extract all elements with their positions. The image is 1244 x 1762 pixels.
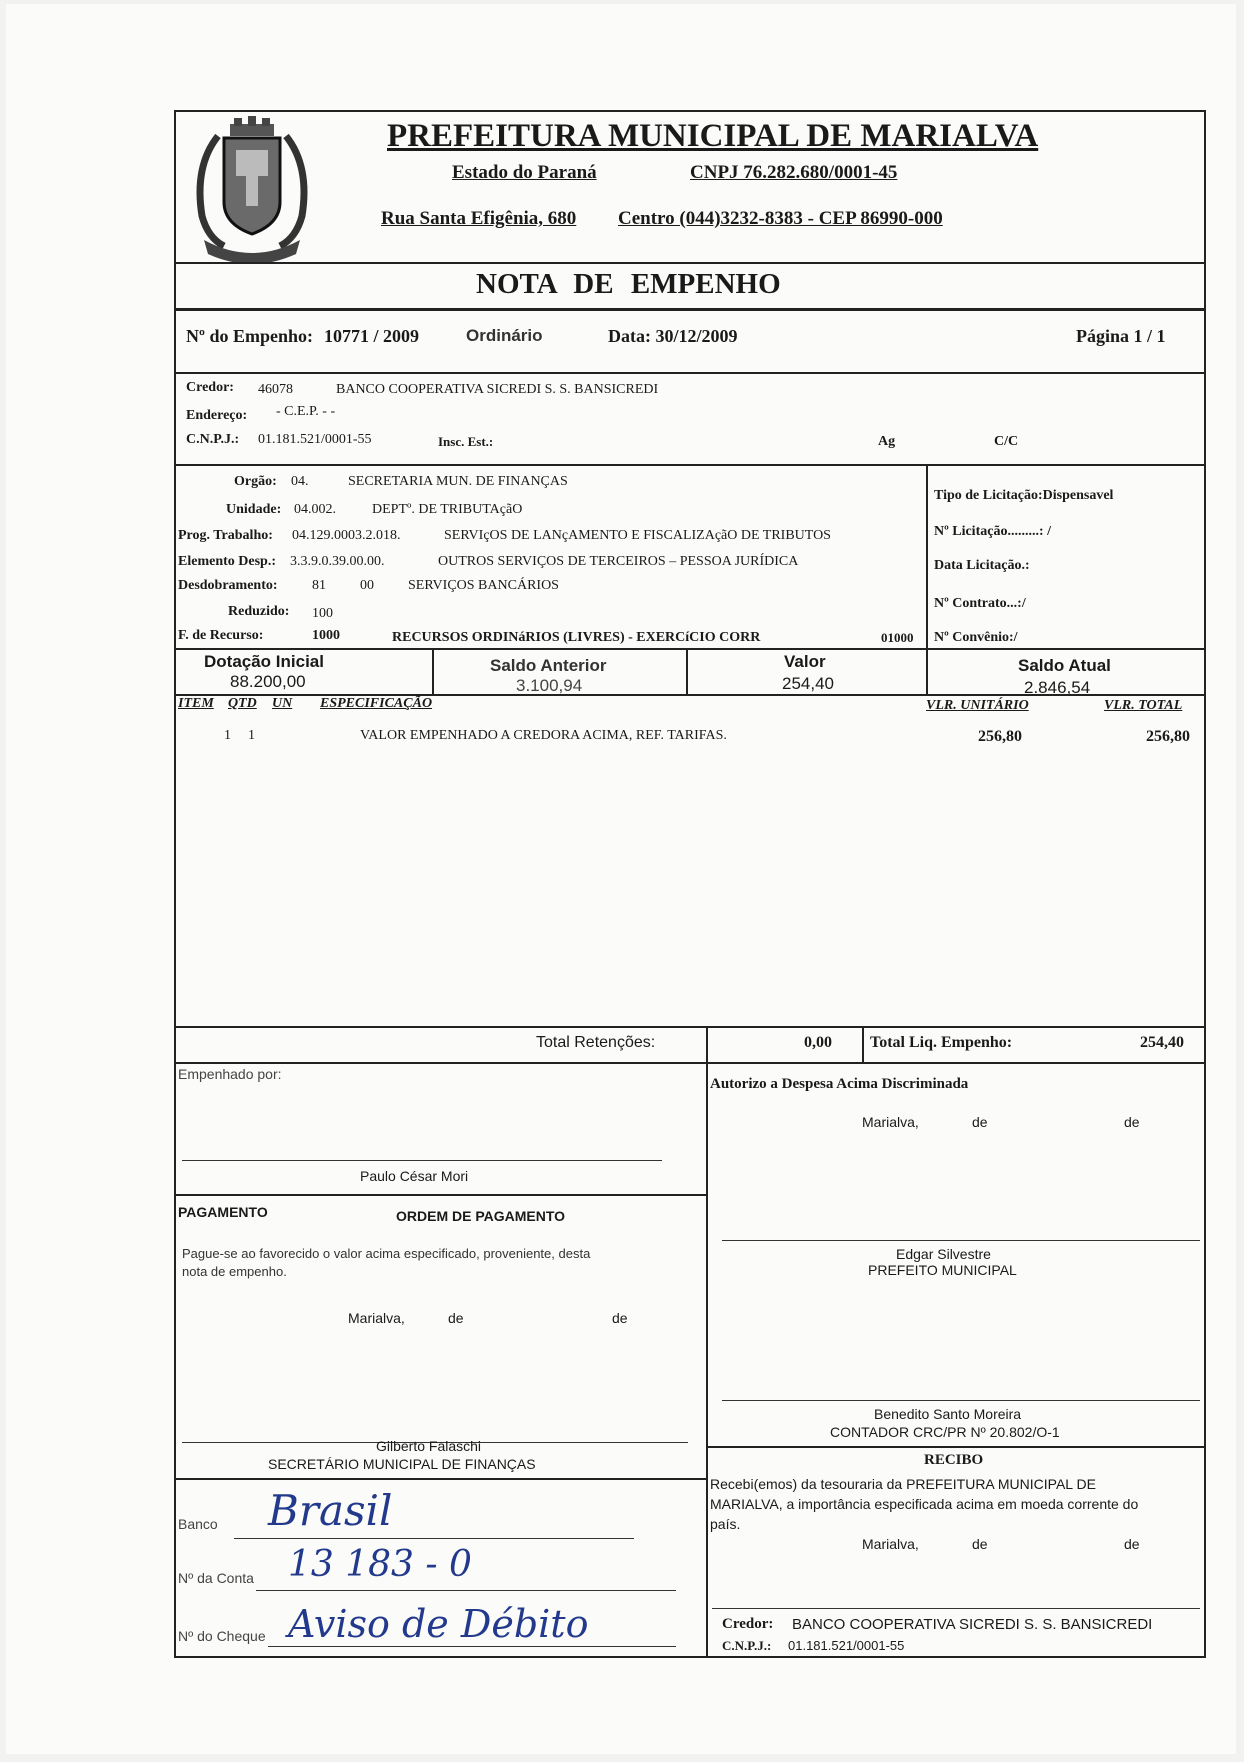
unidade-code: 04.002. [294,502,336,517]
prog-trabalho-name: SERVIçOS DE LANçAMENTO E FISCALIZAçãO DE TRIBUTOS [444,528,831,543]
recibo-cnpj-label: C.N.P.J.: [722,1638,772,1653]
recibo-credor-label: Credor: [722,1616,774,1632]
prefeito-role: PREFEITO MUNICIPAL [868,1262,1017,1278]
agencia-label: Ag [878,434,896,449]
col-especificacao-header: ESPECIFICAÇÃO [320,696,433,711]
numero-convenio: Nº Convênio:/ [934,630,1018,645]
de-label: de [448,1310,464,1326]
desdobramento-label: Desdobramento: [178,578,278,593]
row-qtd: 1 [248,728,255,743]
col-vlr-total-header: VLR. TOTAL [1104,698,1183,713]
empenho-number: 10771 / 2009 [324,326,420,346]
col-item-header: ITEM [178,696,214,711]
tipo-licitacao: Tipo de Licitação:Dispensavel [934,488,1114,503]
empenhado-por-label: Empenhado por: [178,1066,282,1082]
unidade-label: Unidade: [226,502,282,517]
valor-label: Valor [784,652,826,671]
endereco-value: - C.E.P. - - [276,404,336,419]
row-vlr-total: 256,80 [1146,728,1190,745]
row-especificacao: VALOR EMPENHADO A CREDORA ACIMA, REF. TARIFAS. [360,728,727,743]
elemento-code: 3.3.9.0.39.00.00. [290,554,385,569]
de-label: de [1124,1114,1140,1130]
marialva-label: Marialva, [862,1536,919,1552]
orgao-label: Orgão: [234,474,277,489]
endereco-label: Endereço: [186,408,248,423]
conta-corrente-label: C/C [994,434,1019,449]
fonte-recurso-code: 1000 [312,628,340,643]
saldo-anterior-label: Saldo Anterior [490,656,607,675]
credor-name: BANCO COOPERATIVA SICREDI S. S. BANSICREDI [336,382,659,397]
secretario-signer: Gilberto Falaschi [376,1438,482,1454]
recibo-text: Recebi(emos) da tesouraria da PREFEITURA MUNICIPAL DE [710,1476,1096,1492]
page-number: Página 1 / 1 [1076,326,1166,346]
recibo-text-3: país. [710,1516,741,1532]
municipal-crest-icon [184,116,320,266]
desdobramento-sub: 00 [360,578,374,593]
contador-role: CONTADOR CRC/PR Nº 20.802/O-1 [830,1424,1060,1440]
credor-cnpj: 01.181.521/0001-55 [258,432,372,447]
total-retencoes-value: 0,00 [804,1034,832,1051]
numero-contrato: Nº Contrato...:/ [934,596,1026,611]
de-label: de [972,1114,988,1130]
recibo-title: RECIBO [924,1452,984,1468]
reduzido-label: Reduzido: [228,604,290,619]
cnpj-label: CNPJ 76.282.680/0001-45 [690,162,898,183]
secretario-role: SECRETÁRIO MUNICIPAL DE FINANÇAS [268,1456,536,1472]
fonte-recurso-name: RECURSOS ORDINáRIOS (LIVRES) - EXERCíCIO CORR [392,630,761,645]
marialva-label: Marialva, [862,1114,919,1130]
document-title: NOTA DE EMPENHO [476,268,781,300]
elemento-name: OUTROS SERVIÇOS DE TERCEIROS – PESSOA JURÍDICA [438,554,799,569]
autorizo-label: Autorizo a Despesa Acima Discriminada [710,1076,969,1092]
de-label: de [612,1310,628,1326]
contador-signer: Benedito Santo Moreira [874,1406,1022,1422]
credor-code: 46078 [258,382,293,397]
fonte-recurso-label: F. de Recurso: [178,628,264,643]
col-vlr-unitario-header: VLR. UNITÁRIO [926,698,1029,713]
pagamento-label: PAGAMENTO [178,1204,268,1220]
row-vlr-unitario: 256,80 [978,728,1022,745]
conta-handwritten: 13 183 - 0 [288,1544,472,1585]
address-label: Rua Santa Efigênia, 680 [381,208,577,229]
empenho-type: Ordinário [466,326,543,345]
pague-se-text: Pague-se ao favorecido o valor acima especificado, proveniente, desta [182,1246,591,1261]
conta-label: Nº da Conta [178,1570,254,1586]
elemento-label: Elemento Desp.: [178,554,276,569]
dotacao-inicial-label: Dotação Inicial [204,652,324,671]
empenho-number-label: Nº do Empenho: [186,326,313,346]
credor-cnpj-label: C.N.P.J.: [186,432,240,447]
nota-empenho-form [174,110,1206,1658]
orgao-name: SECRETARIA MUN. DE FINANÇAS [348,474,568,489]
de-label: de [972,1536,988,1552]
banco-label: Banco [178,1516,218,1532]
desdobramento-code: 81 [312,578,326,593]
prog-trabalho-label: Prog. Trabalho: [178,528,273,543]
empenho-date: Data: 30/12/2009 [608,326,738,346]
marialva-label: Marialva, [348,1310,405,1326]
saldo-atual-label: Saldo Atual [1018,656,1111,675]
unidade-name: DEPTº. DE TRIBUTAçãO [372,502,523,517]
total-liquido-value: 254,40 [1140,1034,1184,1051]
contact-label: Centro (044)3232-8383 - CEP 86990-000 [618,208,943,229]
desdobramento-name: SERVIÇOS BANCÁRIOS [408,578,559,593]
col-un-header: UN [272,696,293,711]
numero-licitacao: Nº Licitação.........: / [934,524,1051,539]
col-qtd-header: QTD [228,696,257,711]
total-retencoes-label: Total Retenções: [536,1034,656,1051]
state-label: Estado do Paraná [452,162,597,183]
pague-se-text-2: nota de empenho. [182,1264,287,1279]
insc-est-label: Insc. Est.: [438,434,494,449]
recibo-credor-name: BANCO COOPERATIVA SICREDI S. S. BANSICREDI [792,1616,1153,1633]
banco-handwritten: Brasil [268,1486,393,1535]
prefeito-signer: Edgar Silvestre [896,1246,991,1262]
prog-trabalho-code: 04.129.0003.2.018. [292,528,401,543]
cheque-handwritten: Aviso de Débito [288,1602,589,1646]
saldo-anterior-value: 3.100,94 [516,676,583,695]
de-label: de [1124,1536,1140,1552]
recibo-cnpj: 01.181.521/0001-55 [788,1638,905,1653]
saldo-atual-value: 2.846,54 [1024,678,1091,697]
credor-label: Credor: [186,380,234,395]
ordem-pagamento-label: ORDEM DE PAGAMENTO [396,1208,566,1224]
recibo-text-2: MARIALVA, a importância especificada acima em moeda corrente do [710,1496,1139,1512]
total-liquido-label: Total Liq. Empenho: [870,1034,1013,1051]
municipality-title: PREFEITURA MUNICIPAL DE MARIALVA [387,118,1039,154]
empenhado-signer: Paulo César Mori [360,1168,469,1184]
data-licitacao: Data Licitação.: [934,558,1030,573]
cheque-label: Nº do Cheque [178,1628,266,1644]
valor-value: 254,40 [782,674,834,693]
reduzido-code: 100 [312,606,333,621]
document-page [6,4,1236,1754]
dotacao-inicial-value: 88.200,00 [230,672,306,691]
fonte-recurso-number: 01000 [881,630,914,645]
row-item: 1 [224,728,231,743]
orgao-code: 04. [291,474,309,489]
